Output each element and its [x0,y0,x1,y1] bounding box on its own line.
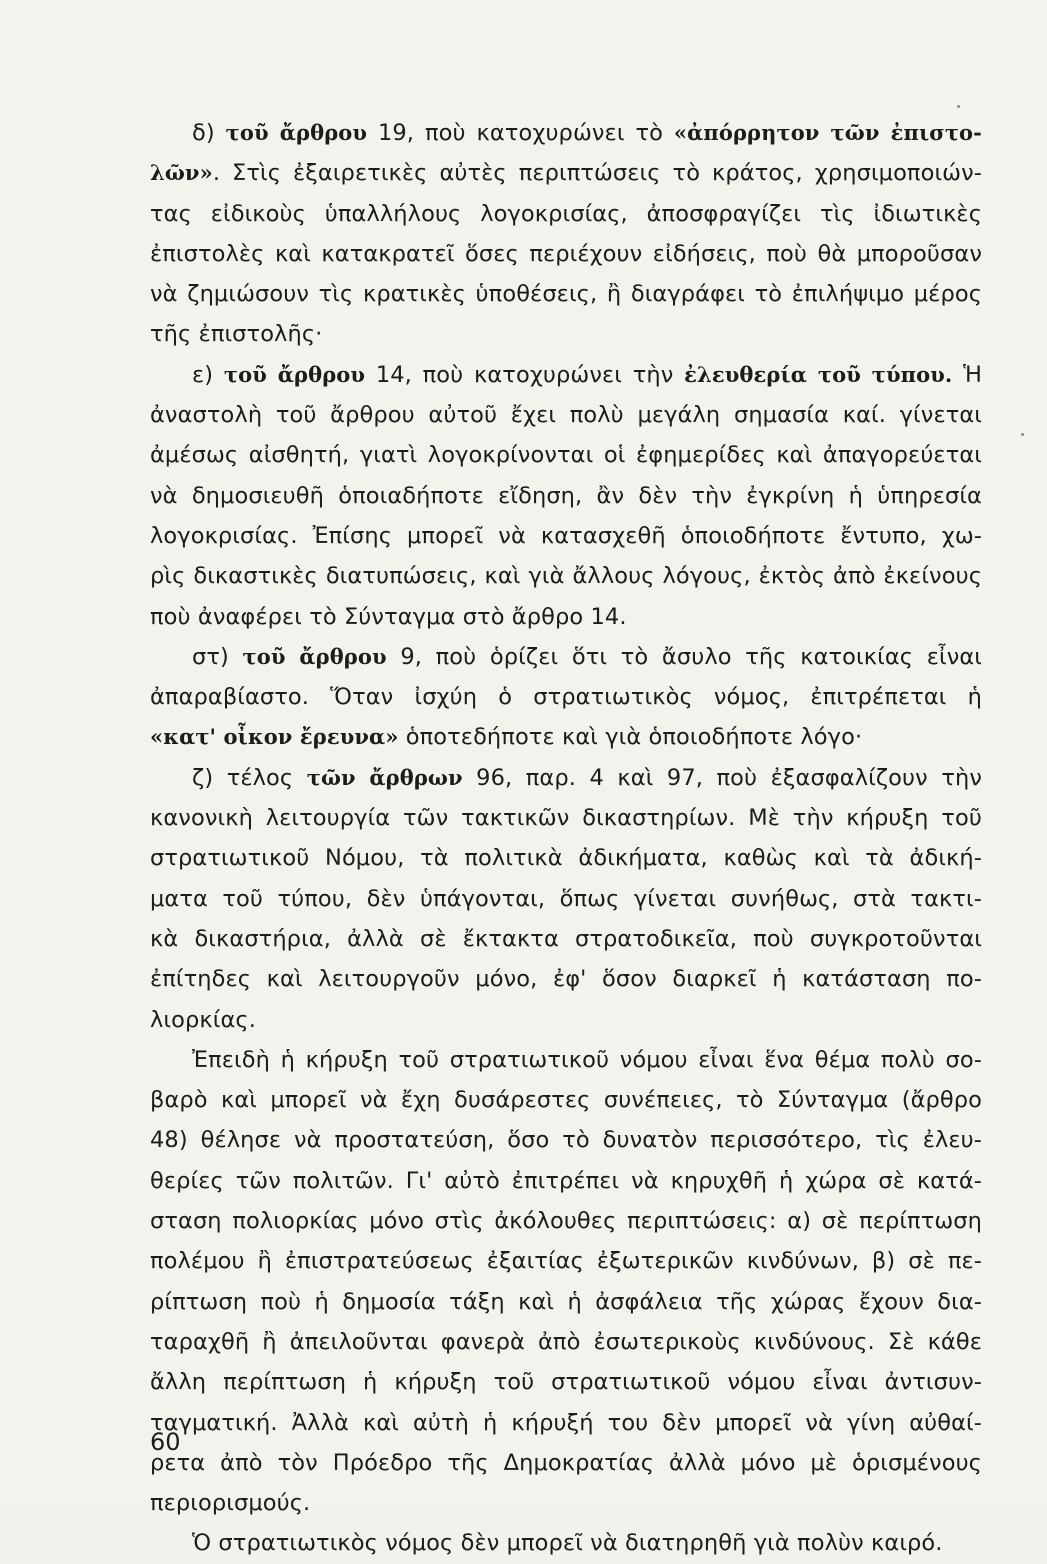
paragraph [150,113,982,355]
text-line [150,1120,982,1160]
text-run: τας εἰδικοὺς ὑπαλλήλους λογοκρισίας, ἀποσφραγίζει τὶς ἰδιωτικὲς [150,200,982,227]
bold-phrase: τῶν ἄρθρων [306,764,463,790]
text-line [150,1161,982,1201]
text-line [150,597,982,637]
text-line [150,516,982,556]
text-run: . Στὶς ἐξαιρετικὲς αὐτὲς περιπτώσεις τὸ κράτος, χρησιμοποιών- [212,160,982,187]
text-run: σταση πολιορκίας μόνο στὶς ἀκόλουθες περιπτώσεις: α) σὲ περίπτωση [150,1208,982,1235]
paragraph [150,758,982,1040]
text-run: 9, ποὺ ὁρίζει ὅτι τὸ ἄσυλο τῆς κατοικίας εἶναι [386,643,982,670]
text-line [150,717,982,757]
text-line [150,1201,982,1241]
text-line [150,355,982,395]
text-run: στρατιωτικοῦ Νόμου, τὰ πολιτικὰ ἀδικήματα, καθὼς καὶ τὰ ἀδική- [150,845,982,872]
text-line [150,798,982,838]
text-line [150,1000,982,1040]
text-run: ματα τοῦ τύπου, δὲν ὑπάγονται, ὅπως γίνεται συνήθως, στὰ τακτι- [150,885,982,912]
text-line [150,1080,982,1120]
text-line [150,1282,982,1322]
text-line [150,838,982,878]
text-line [150,113,982,153]
text-run: ταγματική. Ἀλλὰ καὶ αὐτὴ ἡ κήρυξή του δὲν μπορεῖ νὰ γίνη αὐθαί- [150,1409,982,1436]
text-run: Ἐπειδὴ ἡ κήρυξη τοῦ στρατιωτικοῦ νόμου εἶναι ἕνα θέμα πολὺ σο- [192,1046,982,1073]
text-line [150,476,982,516]
paper-speck [1021,433,1024,436]
paragraph [150,355,982,637]
paper-speck [957,105,960,108]
text-line [150,959,982,999]
text-line [150,435,982,475]
text-run: ὁποτεδήποτε καὶ γιὰ ὁποιοδήποτε λόγο· [398,724,863,751]
bold-phrase: «κατ' οἶκον ἔρευνα» [150,724,399,750]
text-line [150,879,982,919]
text-line [150,1322,982,1362]
text-run: ἐπιστολὲς καὶ κατακρατεῖ ὅσες περιέχουν εἰδήσεις, ποὺ θὰ μποροῦσαν [150,240,982,267]
body-text [150,113,982,1564]
text-run: κὰ δικαστήρια, ἀλλὰ σὲ ἔκτακτα στρατοδικεῖα, ποὺ συγκροτοῦνται [150,925,982,952]
text-line [150,274,982,314]
text-run: λογοκρισίας. Ἐπίσης μπορεῖ νὰ κατασχεθῆ ὁποιοδήποτε ἔντυπο, χω- [150,522,982,549]
paragraph [150,1523,982,1563]
paragraph [150,1040,982,1524]
text-line [150,677,982,717]
text-line [150,556,982,596]
text-run: ε) [192,361,224,388]
text-line [150,1362,982,1402]
text-run: κανονικὴ λειτουργία τῶν τακτικῶν δικαστηρίων. Μὲ τὴν κήρυξη τοῦ [150,805,982,832]
text-run: ἀπαραβίαστο. Ὅταν ἰσχύη ὁ στρατιωτικὸς νόμος, ἐπιτρέπεται ἡ [150,684,982,711]
text-run: νὰ δημοσιευθῆ ὁποιαδήποτε εἴδηση, ἂν δὲν τὴν ἐγκρίνη ἡ ὑπηρεσία [150,482,982,509]
text-line [150,153,982,193]
text-run: ἐπίτηδες καὶ λειτουργοῦν μόνο, ἐφ' ὅσον διαρκεῖ ἡ κατάσταση πο- [150,966,982,993]
text-run: τῆς ἐπιστολῆς· [150,321,323,348]
text-run: ἀμέσως αἰσθητή, γιατὶ λογοκρίνονται οἱ ἐφημερίδες καὶ ἀπαγορεύεται [150,442,982,469]
text-run: νὰ ζημιώσουν τὶς κρατικὲς ὑποθέσεις, ἢ διαγράφει τὸ ἐπιλήψιμο μέρος [150,281,982,308]
text-run: θερίες τῶν πολιτῶν. Γι' αὐτὸ ἐπιτρέπει νὰ κηρυχθῆ ἡ χώρα σὲ κατά- [150,1167,982,1194]
bold-phrase: «ἀπόρρητον τῶν ἐπιστο- [673,120,982,145]
text-line [150,234,982,274]
text-run: ρὶς δικαστικὲς διατυπώσεις, καὶ γιὰ ἄλλους λόγους, ἐκτὸς ἀπὸ ἐκείνους [150,563,982,590]
text-run: βαρὸ καὶ μπορεῖ νὰ ἔχη δυσάρεστες συνέπειες, τὸ Σύνταγμα (ἄρθρο [150,1087,982,1114]
text-run: ταραχθῆ ἢ ἀπειλοῦνται φανερὰ ἀπὸ ἐσωτερικοὺς κινδύνους. Σὲ κάθε [150,1328,982,1355]
text-run: πολέμου ἢ ἐπιστρατεύσεως ἐξαιτίας ἐξωτερικῶν κινδύνων, β) σὲ πε- [150,1248,982,1275]
text-line [150,1403,982,1443]
text-run: 19, ποὺ κατοχυρώνει τὸ [367,120,674,146]
text-line [150,1523,982,1563]
bold-phrase: τοῦ ἄρθρου [242,643,387,669]
text-run: ἄλλη περίπτωση ἡ κήρυξη τοῦ στρατιωτικοῦ νόμου εἶναι ἀντισυν- [150,1369,982,1396]
text-line [150,1040,982,1080]
bold-phrase: τοῦ ἄρθρου [225,120,368,145]
text-run: λιορκίας. [150,1006,256,1033]
text-run: ρετα ἀπὸ τὸν Πρόεδρο τῆς Δημοκρατίας ἀλλὰ μόνο μὲ ὁρισμένους [150,1449,982,1476]
text-run: ρίπτωση ποὺ ἡ δημοσία τάξη καὶ ἡ ἀσφάλεια τῆς χώρας ἔχουν δια- [150,1288,982,1315]
text-line [150,1241,982,1281]
page-number: 60 [150,1428,181,1456]
text-run: ἀναστολὴ τοῦ ἄρθρου αὐτοῦ ἔχει πολὺ μεγάλη σημασία καί. γίνεται [150,402,982,429]
paragraph [150,637,982,758]
bold-phrase: ἐλευθερία τοῦ τύπου. [684,361,953,387]
text-line [150,637,982,677]
text-line [150,919,982,959]
text-run: 14, ποὺ κατοχυρώνει τὴν [365,361,685,388]
text-run: περιορισμούς. [150,1490,311,1517]
text-line [150,1483,982,1523]
bold-phrase: λῶν» [150,160,213,186]
text-run: Ὁ στρατιωτικὸς νόμος δὲν μπορεῖ νὰ διατηρηθῆ γιὰ πολὺν καιρό. [192,1530,943,1557]
text-run: 96, παρ. 4 καὶ 97, ποὺ ἐξασφαλίζουν τὴν [462,764,982,791]
bold-phrase: τοῦ ἄρθρου [223,361,366,387]
text-run: 48) θέλησε νὰ προστατεύση, ὅσο τὸ δυνατὸν περισσότερο, τὶς ἐλευ- [150,1127,982,1154]
text-run: ποὺ ἀναφέρει τὸ Σύνταγμα στὸ ἄρθρο 14. [150,603,627,630]
text-line [150,194,982,234]
text-line [150,758,982,798]
text-run: Ἡ [952,361,982,388]
text-line [150,395,982,435]
text-run: στ) [192,643,243,670]
text-line [150,1443,982,1483]
text-run: ζ) τέλος [192,764,307,791]
text-run: δ) [192,120,226,146]
text-line [150,314,982,354]
